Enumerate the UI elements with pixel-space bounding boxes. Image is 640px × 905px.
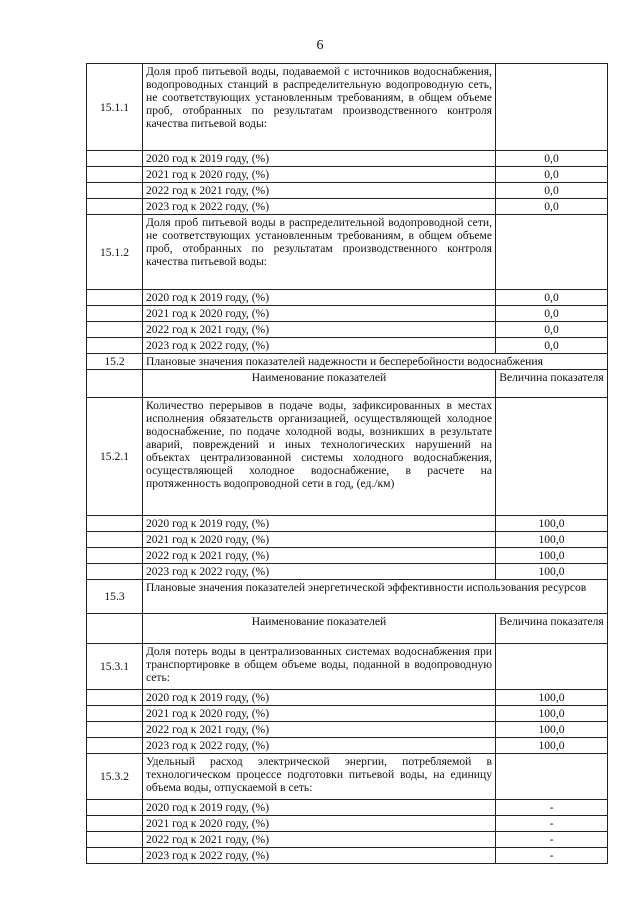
table-row [87, 183, 608, 199]
table-row [87, 290, 608, 306]
table-row [87, 754, 608, 800]
header-name: Наименование показателей [143, 370, 496, 398]
year-label: 2023 год к 2022 году, (%) [143, 564, 496, 580]
year-label: 2023 год к 2022 году, (%) [143, 199, 496, 215]
table-row [87, 532, 608, 548]
empty-cell [87, 322, 143, 338]
section-row [87, 354, 608, 370]
empty-cell [87, 816, 143, 832]
item-number: 15.2.1 [87, 398, 143, 516]
table-row [87, 800, 608, 816]
year-label: 2022 год к 2021 году, (%) [143, 322, 496, 338]
empty-cell [87, 151, 143, 167]
table-row [87, 215, 608, 290]
value-cell: 100,0 [496, 690, 608, 706]
year-label: 2020 год к 2019 году, (%) [143, 290, 496, 306]
indicator-description: Доля проб питьевой воды, подаваемой с источников водоснабжения, водопроводных станций в распределительную водопроводную сеть, не соответствующих установленным требованиям, в общем объеме проб, отобранных по результатам производственного контроля качества питьевой воды: [143, 64, 496, 151]
value-cell: 100,0 [496, 564, 608, 580]
year-label: 2023 год к 2022 году, (%) [143, 338, 496, 354]
section-title: Плановые значения показателей энергетической эффективности использования ресурсов [143, 580, 608, 614]
value-cell: 100,0 [496, 532, 608, 548]
value-cell [496, 644, 608, 690]
header-row [87, 370, 608, 398]
year-label: 2022 год к 2021 году, (%) [143, 548, 496, 564]
empty-cell [87, 800, 143, 816]
header-value: Величина показателя [496, 370, 608, 398]
value-cell: 0,0 [496, 322, 608, 338]
year-label: 2022 год к 2021 году, (%) [143, 722, 496, 738]
table-row [87, 564, 608, 580]
empty-cell [87, 690, 143, 706]
empty-cell [87, 614, 143, 644]
empty-cell [87, 306, 143, 322]
empty-cell [87, 832, 143, 848]
table-row [87, 738, 608, 754]
empty-cell [87, 722, 143, 738]
header-value: Величина показателя [496, 614, 608, 644]
table-row [87, 516, 608, 532]
empty-cell [87, 290, 143, 306]
year-label: 2020 год к 2019 году, (%) [143, 516, 496, 532]
value-cell: 0,0 [496, 183, 608, 199]
item-number: 15.1.1 [87, 64, 143, 151]
value-cell [496, 215, 608, 290]
indicator-description: Доля потерь воды в централизованных системах водоснабжения при транспортировке в общем объеме воды, поданной в водопроводную сеть: [143, 644, 496, 690]
table-row [87, 832, 608, 848]
item-number: 15.1.2 [87, 215, 143, 290]
table-row [87, 398, 608, 516]
table-row [87, 151, 608, 167]
empty-cell [87, 706, 143, 722]
year-label: 2021 год к 2020 году, (%) [143, 706, 496, 722]
value-cell: 0,0 [496, 306, 608, 322]
table-row [87, 338, 608, 354]
table-row [87, 706, 608, 722]
value-cell: - [496, 848, 608, 864]
empty-cell [87, 199, 143, 215]
value-cell: 100,0 [496, 548, 608, 564]
page-number: 6 [316, 38, 324, 53]
table-row [87, 167, 608, 183]
table-row [87, 816, 608, 832]
year-label: 2020 год к 2019 году, (%) [143, 690, 496, 706]
value-cell: 100,0 [496, 706, 608, 722]
value-cell: 100,0 [496, 516, 608, 532]
value-cell: - [496, 816, 608, 832]
value-cell: - [496, 800, 608, 816]
empty-cell [87, 183, 143, 199]
empty-cell [87, 564, 143, 580]
value-cell: 100,0 [496, 722, 608, 738]
header-row [87, 614, 608, 644]
table-row [87, 199, 608, 215]
empty-cell [87, 548, 143, 564]
section-row [87, 580, 608, 614]
indicator-description: Количество перерывов в подаче воды, зафиксированных в местах исполнения обязательств организацией, осуществляющей холодное водоснабжение, по подаче холодной воды, возникших в результате аварий, повреждений и иных технологических нарушений на объектах централизованной системы холодного водоснабжения, осуществляющей холодное водоснабжение, в расчете на протяженность водопроводной сети в год, (ед./км) [143, 398, 496, 516]
empty-cell [87, 532, 143, 548]
empty-cell [87, 848, 143, 864]
empty-cell [87, 738, 143, 754]
empty-cell [87, 167, 143, 183]
section-number: 15.2 [87, 354, 143, 370]
section-number: 15.3 [87, 580, 143, 614]
value-cell: 0,0 [496, 199, 608, 215]
table-row [87, 690, 608, 706]
table-row [87, 644, 608, 690]
year-label: 2021 год к 2020 году, (%) [143, 306, 496, 322]
value-cell: 0,0 [496, 338, 608, 354]
value-cell: - [496, 832, 608, 848]
year-label: 2021 год к 2020 году, (%) [143, 532, 496, 548]
indicator-description: Удельный расход электрической энергии, потребляемой в технологическом процессе подготовки питьевой воды, на единицу объема воды, отпускаемой в сеть: [143, 754, 496, 800]
item-number: 15.3.1 [87, 644, 143, 690]
value-cell: 0,0 [496, 151, 608, 167]
year-label: 2022 год к 2021 году, (%) [143, 183, 496, 199]
value-cell [496, 64, 608, 151]
value-cell: 0,0 [496, 167, 608, 183]
table-row [87, 848, 608, 864]
indicator-description: Доля проб питьевой воды в распределительной водопроводной сети, не соответствующих установленным требованиям, в общем объеме проб, отобранных по результатам производственного контроля качества питьевой воды: [143, 215, 496, 290]
table-row [87, 64, 608, 151]
section-title: Плановые значения показателей надежности и бесперебойности водоснабжения [143, 354, 608, 370]
value-cell [496, 398, 608, 516]
value-cell: 100,0 [496, 738, 608, 754]
year-label: 2022 год к 2021 году, (%) [143, 832, 496, 848]
table-row [87, 322, 608, 338]
year-label: 2023 год к 2022 году, (%) [143, 738, 496, 754]
empty-cell [87, 338, 143, 354]
indicators-table [86, 63, 608, 864]
header-name: Наименование показателей [143, 614, 496, 644]
year-label: 2020 год к 2019 году, (%) [143, 800, 496, 816]
year-label: 2023 год к 2022 году, (%) [143, 848, 496, 864]
year-label: 2021 год к 2020 году, (%) [143, 167, 496, 183]
empty-cell [87, 516, 143, 532]
value-cell [496, 754, 608, 800]
item-number: 15.3.2 [87, 754, 143, 800]
table-row [87, 722, 608, 738]
year-label: 2020 год к 2019 году, (%) [143, 151, 496, 167]
table-row [87, 548, 608, 564]
empty-cell [87, 370, 143, 398]
value-cell: 0,0 [496, 290, 608, 306]
table-row [87, 306, 608, 322]
year-label: 2021 год к 2020 году, (%) [143, 816, 496, 832]
